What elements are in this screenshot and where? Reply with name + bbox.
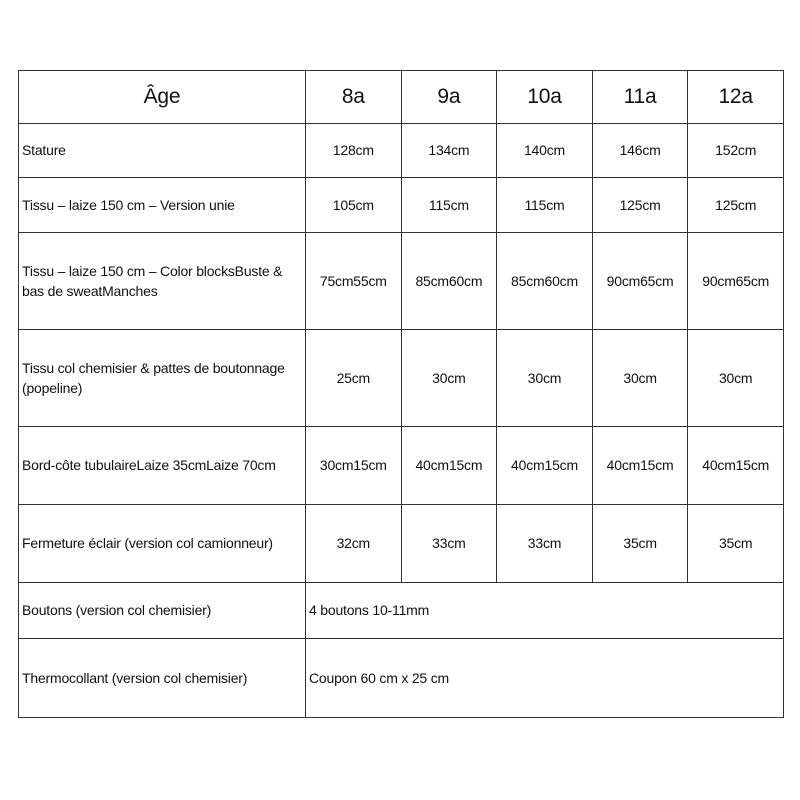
row-label: Boutons (version col chemisier) [19,583,306,639]
row-label: Tissu – laize 150 cm – Color blocksBuste & bas de sweatManches [19,233,306,330]
table-cell: 75cm55cm [306,233,402,330]
table-cell: 115cm [497,178,593,233]
header-cell-size: 12a [688,71,784,124]
table-cell: 85cm60cm [401,233,497,330]
table-row [19,505,784,583]
table-cell: 25cm [306,330,402,427]
table-row [19,233,784,330]
row-label: Fermeture éclair (version col camionneur) [19,505,306,583]
table-cell: 134cm [401,124,497,178]
header-cell-age: Âge [19,71,306,124]
table-cell: 40cm15cm [497,427,593,505]
table-row [19,330,784,427]
table-cell: 90cm65cm [592,233,688,330]
table-cell: 30cm [401,330,497,427]
header-row [19,71,784,124]
table-cell: 40cm15cm [592,427,688,505]
size-chart-table [18,70,784,718]
table-cell: 30cm [497,330,593,427]
table-cell: 115cm [401,178,497,233]
row-label: Bord-côte tubulaireLaize 35cmLaize 70cm [19,427,306,505]
table-cell: 35cm [688,505,784,583]
table-cell: 105cm [306,178,402,233]
table-cell-merged: 4 boutons 10-11mm [306,583,784,639]
table-cell: 30cm [592,330,688,427]
table-row [19,178,784,233]
table-cell: 32cm [306,505,402,583]
row-label: Stature [19,124,306,178]
table-cell: 40cm15cm [401,427,497,505]
table-cell: 128cm [306,124,402,178]
table-cell-merged: Coupon 60 cm x 25 cm [306,639,784,718]
table-cell: 152cm [688,124,784,178]
table-row [19,583,784,639]
table-row [19,639,784,718]
header-cell-size: 10a [497,71,593,124]
header-cell-size: 9a [401,71,497,124]
table-row [19,427,784,505]
table-cell: 125cm [592,178,688,233]
table-cell: 35cm [592,505,688,583]
table-cell: 30cm15cm [306,427,402,505]
table-cell: 33cm [497,505,593,583]
table-cell: 40cm15cm [688,427,784,505]
table-cell: 33cm [401,505,497,583]
table-cell: 140cm [497,124,593,178]
table-cell: 85cm60cm [497,233,593,330]
table-row [19,124,784,178]
row-label: Thermocollant (version col chemisier) [19,639,306,718]
header-cell-size: 11a [592,71,688,124]
table-cell: 90cm65cm [688,233,784,330]
table-cell: 125cm [688,178,784,233]
header-cell-size: 8a [306,71,402,124]
row-label: Tissu col chemisier & pattes de boutonnage (popeline) [19,330,306,427]
table-cell: 146cm [592,124,688,178]
row-label: Tissu – laize 150 cm – Version unie [19,178,306,233]
table-cell: 30cm [688,330,784,427]
